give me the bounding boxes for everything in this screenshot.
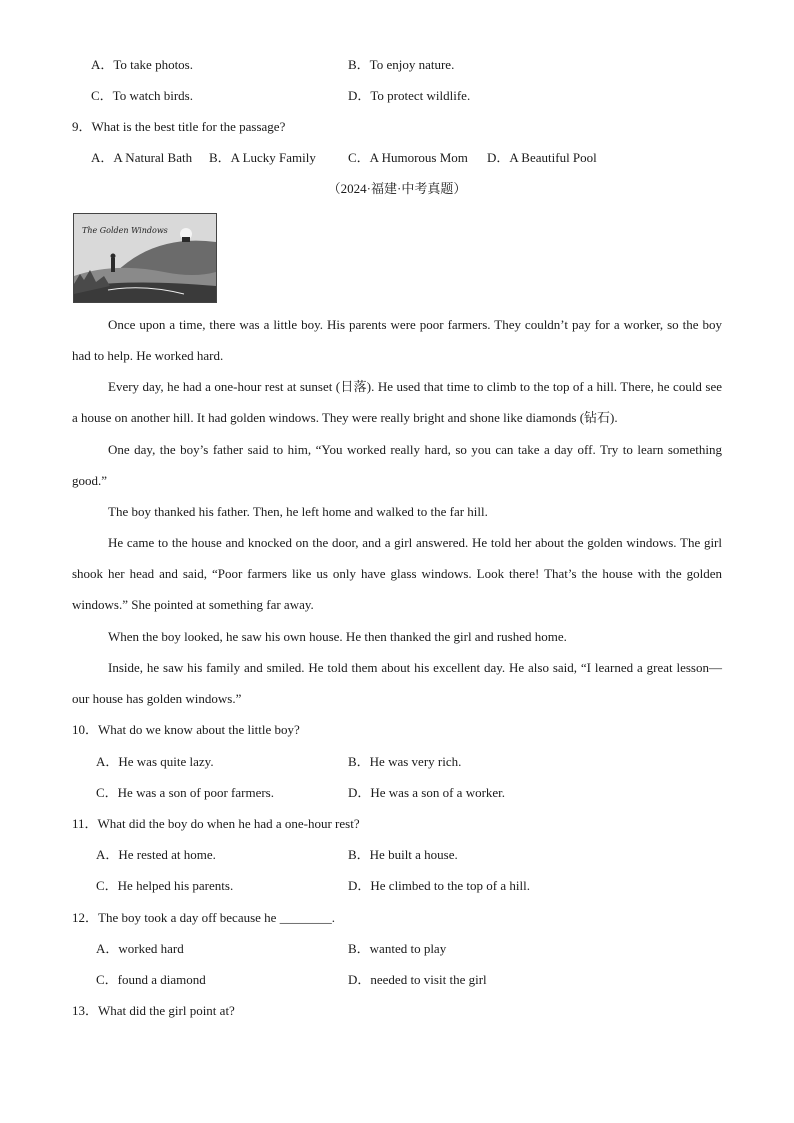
q12-option-a[interactable]: A．worked hard	[96, 941, 184, 956]
q8-option-d[interactable]: D．To protect wildlife.	[348, 88, 471, 103]
passage-paragraph-4: The boy thanked his father. Then, he left home and walked to the far hill.	[108, 504, 488, 519]
passage-paragraph-6: When the boy looked, he saw his own house. He then thanked the girl and rushed home.	[108, 629, 567, 644]
passage-paragraph-1: Once upon a time, there was a little boy. His parents were poor farmers. They couldn’t pay for a worker, so the boy had to help. He worked hard.	[72, 317, 722, 363]
q11-option-b[interactable]: B．He built a house.	[348, 847, 458, 862]
q10-option-b[interactable]: B．He was very rich.	[348, 754, 462, 769]
q11-question: 11．What did the boy do when he had a one-hour rest?	[72, 816, 360, 831]
q8-option-b[interactable]: B．To enjoy nature.	[348, 57, 455, 72]
q11-option-d[interactable]: D．He climbed to the top of a hill.	[348, 878, 530, 893]
source-label: （2024·福建·中考真题）	[327, 181, 467, 196]
q9-option-d[interactable]: D．A Beautiful Pool	[487, 150, 597, 165]
q10-option-c[interactable]: C．He was a son of poor farmers.	[96, 785, 274, 800]
passage-paragraph-5: He came to the house and knocked on the door, and a girl answered. He told her about the golden windows. The girl shook her head and said, “Poor farmers like us only have glass windows. Look there! That’s the house with the golden windows.” She pointed at something far away.	[72, 535, 722, 612]
q10-option-d[interactable]: D．He was a son of a worker.	[348, 785, 506, 800]
q12-option-b[interactable]: B．wanted to play	[348, 941, 447, 956]
q9-question: 9．What is the best title for the passage?	[72, 119, 286, 134]
illustration-title: The Golden Windows	[82, 226, 168, 235]
q8-option-c[interactable]: C．To watch birds.	[91, 88, 193, 103]
q11-option-c[interactable]: C．He helped his parents.	[96, 878, 234, 893]
q13-question: 13．What did the girl point at?	[72, 1003, 235, 1018]
passage-paragraph-2: Every day, he had a one-hour rest at sunset (日落). He used that time to climb to the top of a hill. There, he could see a house on another hill. It had golden windows. They were really bright and shone like diamonds (钻石).	[72, 379, 722, 425]
q10-option-a[interactable]: A．He was quite lazy.	[96, 754, 214, 769]
passage-paragraph-3: One day, the boy’s father said to him, “You worked really hard, so you can take a day off. Try to learn something good.”	[72, 442, 722, 488]
q9-option-b[interactable]: B．A Lucky Family	[209, 150, 316, 165]
q11-option-a[interactable]: A．He rested at home.	[96, 847, 216, 862]
q9-option-a[interactable]: A．A Natural Bath	[91, 150, 193, 165]
q10-question: 10．What do we know about the little boy?	[72, 722, 300, 737]
q12-option-d[interactable]: D．needed to visit the girl	[348, 972, 487, 987]
passage-paragraph-7: Inside, he saw his family and smiled. He told them about his excellent day. He also said, “I learned a great lesson—our house has golden windows.”	[72, 660, 722, 706]
q12-question: 12．The boy took a day off because he ________.	[72, 910, 335, 925]
q12-option-c[interactable]: C．found a diamond	[96, 972, 206, 987]
boy-on-hill-illustration-icon	[73, 213, 217, 303]
q9-option-c[interactable]: C．A Humorous Mom	[348, 150, 468, 165]
q8-option-a[interactable]: A．To take photos.	[91, 57, 193, 72]
